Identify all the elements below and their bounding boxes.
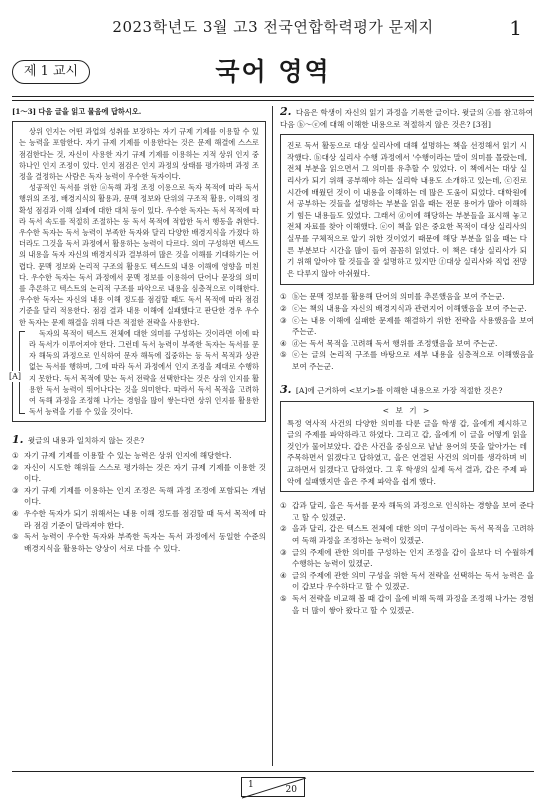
option-row[interactable]: ① 자기 규제 기제를 이용할 수 있는 능력은 상위 인지에 해당한다. <box>12 451 232 461</box>
bogi-title: < 보 기 > <box>382 406 432 416</box>
bracket-section-a <box>9 328 259 418</box>
reading-passage <box>9 121 266 422</box>
page-number: 1 <box>509 16 522 40</box>
footer-rule <box>12 771 534 772</box>
question-3 <box>280 384 534 616</box>
question-number: 1. <box>12 433 24 447</box>
option-row[interactable]: ⑤ 독서 전략을 비교해 볼 때 갑이 을에 비해 독해 과정을 조정해 나가는 경험을 더 많이 쌓아 왔다고 할 수 있겠군. <box>280 593 534 615</box>
option-row[interactable]: ③ 자기 규제 기제를 이용하는 인지 조정은 독해 과정 조정에 포함되는 개념이다. <box>12 485 266 507</box>
option-row[interactable]: ④ 우수한 독자가 되기 위해서는 내용 이해 정도를 점검할 때 독서 목적에 따라 점검 기준이 달라져야 한다. <box>12 509 266 530</box>
option-row[interactable]: ⑤ ⓔ는 글의 논리적 구조를 바탕으로 세부 내용을 심층적으로 이해했음을 보여 주는군. <box>280 350 534 371</box>
option-row[interactable]: ③ 글의 주제에 관한 의미를 구성하는 인지 조정을 갑이 을보다 더 수월하게 수행하는 능력이 있겠군. <box>280 547 534 569</box>
question-1 <box>12 434 266 554</box>
option-row[interactable]: ③ ⓒ는 내용 이해에 실패한 문제를 해결하기 위한 전략을 사용했음을 보여 주는군. <box>280 315 534 337</box>
option-row[interactable]: ④ ⓓ는 독서 목적을 고려해 독서 행위를 조정했음을 보여 주는군. <box>280 338 498 348</box>
option-row[interactable]: ⑤ 독서 능력이 우수한 독자와 부족한 독자는 독서 과정에서 동일한 수준의 배경지식을 활용하는 양상이 서로 다를 수 있다. <box>12 532 266 553</box>
period-badge: 제 1 교시 <box>12 60 90 84</box>
option-row[interactable]: ② 자신이 시도한 해위들 스스로 평가하는 것은 자기 규제 기제를 이용한 것이다. <box>12 462 266 484</box>
current-page: 1 <box>248 780 254 790</box>
total-pages: 20 <box>285 785 297 795</box>
question-number: 3. <box>280 383 292 397</box>
bogi-box <box>280 401 534 492</box>
passage-paragraph: 상위 인지는 어떤 과업의 성취를 보장하는 자기 규제 기제를 이용할 수 있는 능력을 포함한다. 자기 규제 기제를 이용한다는 것은 문제 해결에 스스로 점검한다는 것, 자신이 사용한 자기 규제 기제를 이용하는 지적 상위 인지 중 하나인 인지 조정이 있다. 인지 점검은 인지 과정의 상태를 평가하며 과정 조정을 결정하는 사람은 독자 능력이 우수한 독자이다. <box>19 127 259 182</box>
header-rule-thin <box>12 100 534 101</box>
right-column <box>280 106 534 766</box>
question-2 <box>280 106 534 372</box>
passage-instruction: [1～3] 다음 글을 읽고 물음에 답하시오. <box>12 107 142 116</box>
question-number: 2. <box>280 105 292 118</box>
student-record-box: 진로 독서 활동으로 대상 실리사에 대해 설명하는 책을 선정해서 읽기 시작했다. ⓑ대상 실리사 수행 과정에서 '수행이라는 말이 의미를 몰랐는데, 전체 부분을 읽으면서 그 의미를 유추할 수 있었다. 이 책에서는 대상 실리사가 되기 위해 공부해야 하는 실리학 내용도 소개하고 있는데, ⓒ진로 시간에 배웠던 것이 이 내용을 이해하는 데 많은 도움이 되었다. 대학원에서 공부하는 것들을 설명하는 부분을 읽을 때는 전문 용어가 많아 이해하기 힘든 내용들도 있었다. 그래서 ⓓ이에 해당하는 부분들을 표시해 놓고 전체 자료를 찾아 이해했다. ⓔ이 책을 읽은 중요한 목적이 대상 실리사의 실무를 구체적으로 알기 위한 것이었기 때문에 해당 부분을 읽을 때는 다른 부분보다 시간을 많이 들여 꼼꼼히 읽었다. 이 책은 대상 실리사가 되기 위해 알아야 할 것들을 잘 설명하고 있지만 ⓕ대상 실리사와 직업 전망은 다루지 않아 아쉬웠다. <box>280 134 534 285</box>
option-row[interactable]: ① ⓑ는 문맥 정보를 활용해 단어의 의미를 추론했음을 보여 주는군. <box>280 292 505 302</box>
option-row[interactable]: ② ⓒ는 책의 내용을 자신의 배경지식과 관련지어 이해했음을 보여 주는군. <box>280 303 527 313</box>
subject-title: 국어 영역 <box>215 57 331 86</box>
option-row[interactable]: ② 을과 달리, 갑은 텍스트 전체에 대한 의미 구성이라는 독서 목적을 고려하여 독해 과정을 조정하는 능력이 있겠군. <box>280 524 534 545</box>
question-stem: 다음은 학생이 자신의 읽기 과정을 기록한 글이다. 윗글의 ⓐ를 참고하여 다음 ⓑ～ⓔ에 대해 이해한 내용으로 적절하지 않은 것은? [3점] <box>280 108 534 129</box>
left-column <box>9 106 266 766</box>
page-indicator <box>241 777 305 797</box>
option-row[interactable]: ① 갑과 달리, 을은 독서를 문자 해독의 과정으로 인식하는 경향을 보여 준다고 할 수 있겠군. <box>280 501 534 522</box>
header-rule <box>12 96 534 97</box>
bracket-label: [A] <box>9 371 22 381</box>
option-row[interactable]: ④ 글의 주제에 관한 의미 구성을 위한 독서 전략을 선택하는 독서 능력은 을이 갑보다 우수하다고 할 수 있겠군. <box>280 570 534 592</box>
passage-paragraph: 성공적인 독서를 위한 ⓐ독해 과정 조정 이용으로 독자 목적에 따라 독서 행위의 조정, 배경지식의 활용과, 문맥 정보와 단위의 구조적 활용, 이해의 정확성 점검과 이해 실패에 대한 대처 등이 있다. 우수한 독자는 독서 목적에 따라 독서 속도를 적절히 조절하는 등 독서 목적에 적합한 독서 행동을 취한다. 우수한 독자는 독서 능력이 부족한 독자와 달리 다양한 배경지식을 가졌다 하더라도 그것을 독서 과정에서 활용하는 능력이 다르다. 의미 구성하면 텍스트의 내용을 독자 자신의 배경지식과 결부하여 많은 것을 이해를 기대하기는 어렵다. 문맥 정보와 논리적 구조의 활용도 텍스트의 내용 이해에 영향을 미친다. 우수한 독자는 독서 과정에서 문맥 정보를 이용하여 단어나 문장의 의미를 추론하고 텍스트의 논리적 구조를 파악으로 내용을 심층적으로 이해한다. 우수한 독자는 자신의 내용 이해 정도를 점검할 때도 독서 목적에 따라 점검 기준을 달리 적용한다. 점검 결과 내용 이해에 실패했다고 판단한 경우 우수한 독자는 문제 해결을 위해 다른 적절한 전략을 사용한다. <box>19 183 259 327</box>
column-divider <box>272 106 273 766</box>
exam-title: 2023학년도 3월 고3 전국연합학력평가 문제지 <box>112 18 434 36</box>
bracket-paragraph: 독자의 목적이 텍스트 전체에 대한 의미를 구성하는 것이라면 이에 따라 독서가 이루어져야 한다. 그런데 독서 능력이 부족한 독자는 독서를 문자 해독의 과정으로 인식하여 문자 해독에 집중하는 등 독서 목적과 상관없는 독서를 행하며, 그에 따라 독서 과정에서 인지 조정을 제대로 수행하지 못한다. 독서 목적에 맞는 독서 전략을 선택한다는 것은 상위 인지를 활용한 독서 능력이 뛰어나다는 것을 의미한다. 따라서 독서 목적을 고려하여 독해 과정을 조정해 나가는 경험을 많이 쌓는다면 상위 인지를 활용한 독서 능력을 기를 수 있을 것이다. <box>29 328 259 417</box>
question-stem: [A]에 근거하여 <보기>를 이해한 내용으로 가장 적절한 것은? <box>295 386 503 396</box>
bogi-text: 특정 역사적 사건의 다양한 의미를 다룬 글을 학생 갑, 을에게 제시하고 글의 주제를 파악하라고 하였다. 그리고 갑, 을에게 이 글을 어떻게 읽을 것인가 물어보았다. 갑은 사건을 중심으로 낱낱 용어의 뜻을 알아가는 데 주목하면서 읽겠다고 답하였고, 을은 연결된 사건의 의미를 생각하며 비교하면서 읽겠다고 답하였다. 그 후 학생의 실제 독서 결과, 갑은 주제 파악에 실패했지만 을은 주제 파악을 쉽게 했다. <box>287 418 527 486</box>
question-stem: 윗글의 내용과 일치하지 않는 것은? <box>27 436 145 446</box>
